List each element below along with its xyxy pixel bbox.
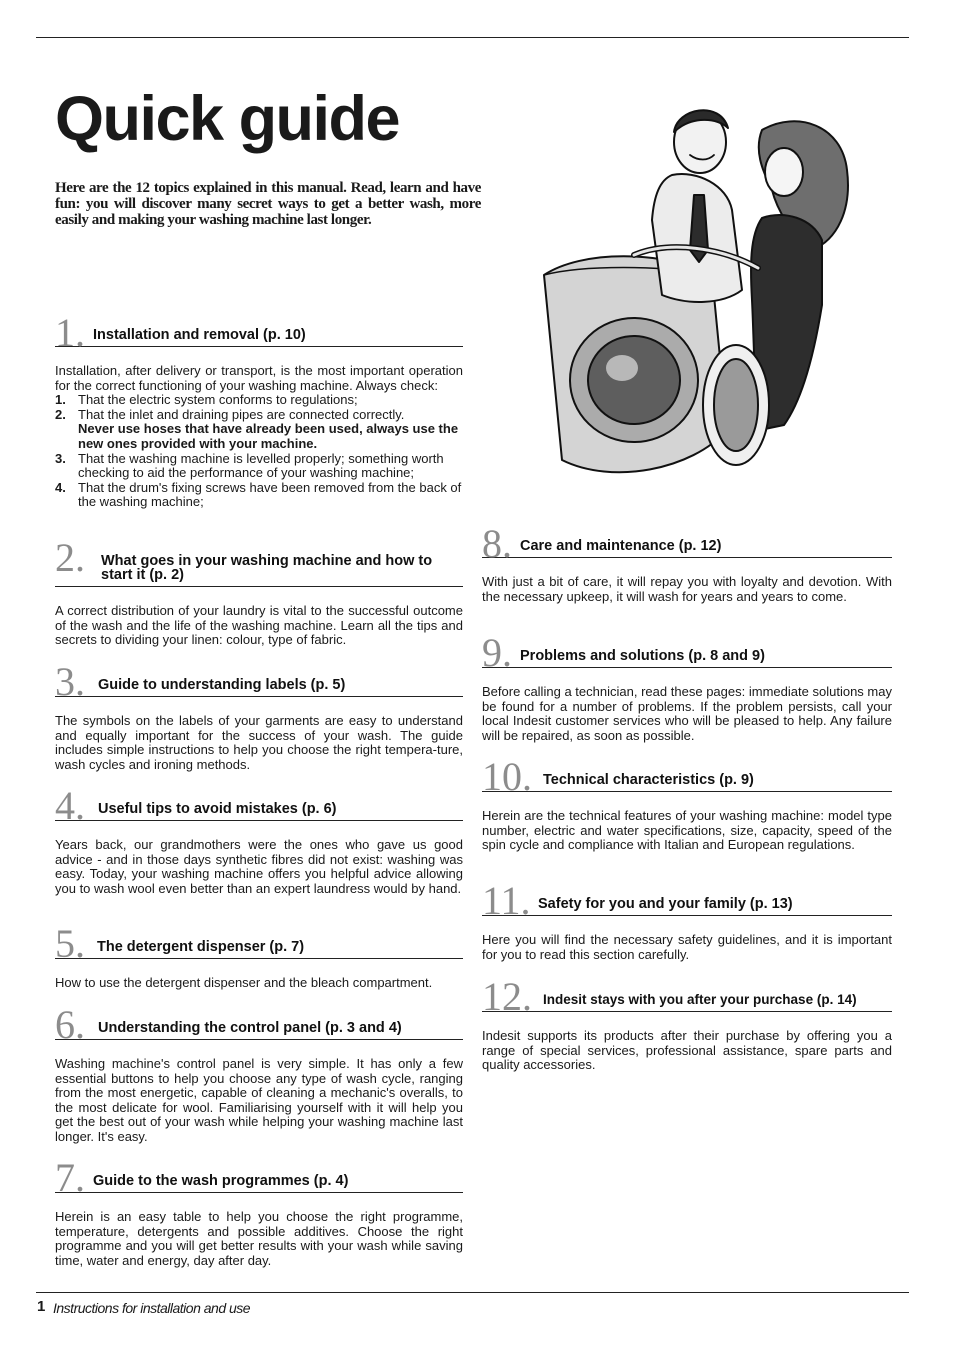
section-heading [482,974,892,1019]
section-body [482,685,892,743]
list-item: 1. That the electric system conforms to regulations; [55,392,358,408]
page-number: 1 [37,1298,46,1315]
section-3 [55,659,463,772]
section-title: Indesit stays with you after your purchase (p. 14) [543,992,857,1007]
list-item-text: That the washing machine is levelled properly; something worth checking to aid the performance of your washing machine; [78,450,444,481]
section-title: Technical characteristics (p. 9) [543,772,754,788]
bottom-rule [36,1292,909,1293]
section-6 [55,1002,463,1145]
section-heading [55,921,463,966]
section-4 [55,783,463,896]
list-item: 3. That the washing machine is levelled properly; something worth checking to aid the performance of your washing machine; [55,450,444,481]
list-item-text: That the drum's fixing screws have been removed from the back of the washing machine; [78,479,462,510]
section-text: Before calling a technician, read these pages: immediate solutions may be found for a number of problems. If the problem persists, call your local Indesit customer services who will be pleased to help. Any failure will be repaired, as soon as possible. [482,684,892,743]
section-body [55,714,463,772]
section-body [482,809,892,853]
section-12 [482,974,892,1073]
section-title: Useful tips to avoid mistakes (p. 6) [98,801,337,817]
list-item-warning: Never use hoses that have already been used, always use the new ones provided with your machine. [78,421,459,451]
section-heading [482,630,892,675]
section-heading [482,754,892,799]
top-rule [36,37,909,38]
section-1 [55,310,463,510]
list-item: 2. That the inlet and draining pipes are connected correctly. Never use hoses that have already been used, always use the new ones provided with your machine. [55,406,459,451]
footer-text: Instructions for installation and use [53,1300,251,1316]
section-text: Years back, our grandmothers were the ones who gave us good advice - and in those days synthetic fibres did not exist: washing was easy. Today, your washing machine offers you helpful advice allowing you to wash wool even better than an expert laundress would by hand. [55,837,463,896]
section-text: With just a bit of care, it will repay you with loyalty and devotion. With the necessary upkeep, it will wash for years and years to come. [482,574,892,604]
intro-paragraph: Here are the 12 topics explained in this manual. Read, learn and have fun: you will discover many secret ways to get a better wash, more easily and making your washing machine last longer. [55,180,481,228]
section-number: 8. [482,521,512,566]
section-heading [55,783,463,828]
section-number: 9. [482,630,512,675]
section-body [482,933,892,962]
section-title: Guide to the wash programmes (p. 4) [93,1173,349,1189]
section-body [482,1029,892,1073]
section-text: How to use the detergent dispenser and the bleach compartment. [55,975,433,990]
section-number: 5. [55,921,85,966]
section-heading [55,310,463,355]
section-heading [482,878,892,923]
section-title: What goes in your washing machine and how to start it (p. 2) [101,553,433,583]
section-text: Herein is an easy table to help you choose the right programme, temperature, detergents and possible additives. Choose the right programme and you will get better results with your wash while saving time, water and energy, day after day. [55,1209,463,1268]
section-title: Understanding the control panel (p. 3 and 4) [98,1020,402,1036]
section-heading [55,659,463,704]
section-heading [55,1155,463,1200]
section-title: Installation and removal (p. 10) [93,327,306,343]
section-text: Washing machine's control panel is very simple. It has only a few essential buttons to help you choose any type of wash cycle, ranging from the most energetic, capable of cleaning a mechanic's overalls, to the most delicate for wool. Familiarising yourself with it will help you get the best out of your wash while helping your washing machine last longer. It's easy. [55,1056,463,1144]
list-item-text: That the electric system conforms to regulations; [78,392,358,408]
section-number: 12. [482,974,532,1019]
section-number: 1. [55,310,85,355]
section-2 [55,535,463,648]
page-title: Quick guide [55,84,400,154]
list-item: 4. That the drum's fixing screws have been removed from the back of the washing machine; [55,479,462,510]
check-list [55,393,463,510]
section-text: A correct distribution of your laundry is vital to the successful outcome of the wash and the life of the washing machine. Learn all the tips and secrets to dividing your linen: colour, type of fabric. [55,603,463,648]
section-10 [482,754,892,853]
section-heading [55,1002,463,1047]
section-number: 3. [55,659,85,704]
section-number: 4. [55,783,85,828]
section-9 [482,630,892,743]
section-body [55,1210,463,1268]
section-title: The detergent dispenser (p. 7) [97,939,305,955]
section-text: Installation, after delivery or transport, is the most important operation for the correct functioning of your washing machine. Always check: [55,363,463,393]
section-heading [482,521,892,566]
section-text: Herein are the technical features of your washing machine: model type number, electric and water specifications, size, capacity, speed of the spin cycle and compliance with Italian and European regulations. [482,808,892,853]
section-text: Indesit supports its products after their purchase by offering you a range of special services, professional assistance, spare parts and quality accessories. [482,1028,892,1073]
section-number: 7. [55,1155,85,1200]
section-text: Here you will find the necessary safety guidelines, and it is important for you to read this section carefully. [482,932,892,962]
section-body [55,604,463,648]
section-number: 11. [482,878,531,923]
section-body [482,575,892,604]
section-body [55,838,463,896]
section-title: Problems and solutions (p. 8 and 9) [520,648,765,664]
section-title: Care and maintenance (p. 12) [520,538,722,554]
section-body [55,364,463,510]
section-title: Guide to understanding labels (p. 5) [98,677,346,693]
section-text: The symbols on the labels of your garments are easy to understand and equally important for the success of your wash. The guide includes simple instructions to help you choose the right tempera-ture, wash cycles and ironing methods. [55,713,463,772]
section-8 [482,521,892,604]
section-number: 10. [482,754,532,799]
section-body [55,976,463,991]
section-title: Safety for you and your family (p. 13) [538,896,793,912]
list-item-text: That the inlet and draining pipes are connected correctly. [78,406,405,422]
couple-washing-machine-illustration [522,100,862,495]
section-body [55,1057,463,1145]
section-number: 2. [55,535,85,580]
section-11 [482,878,892,962]
section-heading [55,535,463,587]
section-number: 6. [55,1002,85,1047]
section-7 [55,1155,463,1268]
section-5 [55,921,463,991]
